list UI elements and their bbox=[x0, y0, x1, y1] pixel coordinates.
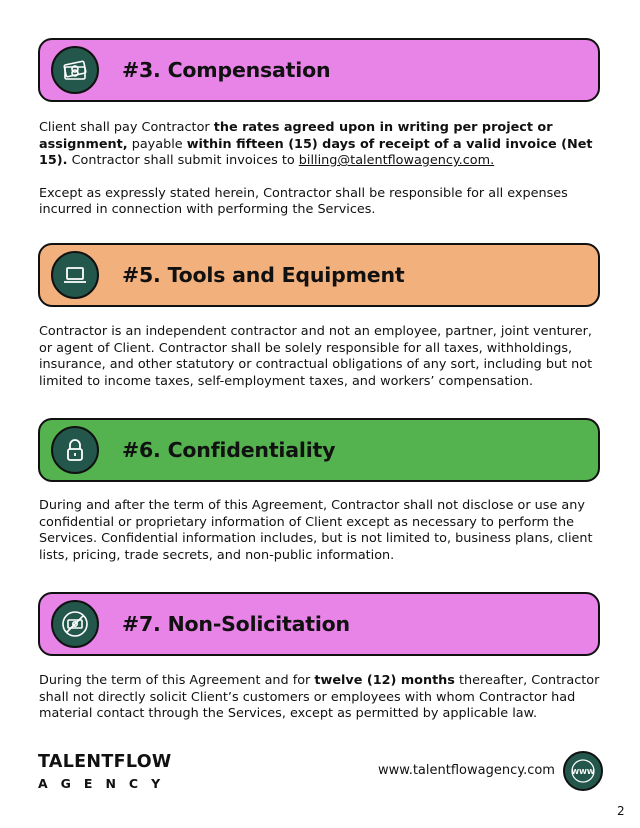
section-7-body bbox=[39, 673, 609, 723]
paragraph bbox=[39, 673, 609, 723]
bold-text: within fifteen (15) days of receipt of a valid invoice (Net 15). bbox=[39, 136, 593, 169]
billing-email-link[interactable]: billing@talentflowagency.com. bbox=[298, 153, 495, 169]
text-run: During the term of this Agreement and for bbox=[39, 673, 315, 688]
text-run: Contractor is an independent contractor and not an employee, partner, joint venturer, or agent of Client. Contractor shall be solely responsible for all taxes, withholdings, insurance, and other statutory or contractual obligations of any sort, including but not limited to income taxes, self-employment taxes, and workers’ compensation. bbox=[39, 324, 593, 389]
logo-wordmark: TALENTFLOW bbox=[38, 752, 172, 772]
section-title bbox=[122, 40, 330, 100]
bold-text: twelve (12) months bbox=[314, 673, 455, 688]
text-run: Contractor shall submit invoices to bbox=[67, 153, 299, 169]
website-url[interactable]: www.talentflowagency.com bbox=[378, 763, 555, 778]
section-7-header bbox=[38, 592, 600, 656]
text-run: Client shall pay Contractor bbox=[39, 120, 214, 135]
text-run: thereafter, Contractor shall not directly solicit Client’s customers or employees with whom Contractor had material contact through the Services, except as permitted by applicable law. bbox=[39, 673, 600, 722]
text-run: payable bbox=[127, 136, 187, 152]
section-number: #6. bbox=[122, 438, 161, 462]
text-run: Except as expressly stated herein, Contractor shall be responsible for all expenses incurred in connection with performing the Services. bbox=[39, 185, 568, 218]
page-number: 2 bbox=[617, 804, 625, 818]
section-3-body bbox=[39, 120, 609, 219]
section-title bbox=[122, 245, 404, 305]
paragraph bbox=[39, 120, 609, 170]
globe-label: WWW bbox=[571, 767, 595, 776]
section-title-text: Tools and Equipment bbox=[167, 263, 405, 287]
section-title bbox=[122, 420, 335, 480]
globe-icon bbox=[563, 751, 603, 791]
section-6-header bbox=[38, 418, 600, 482]
paragraph bbox=[39, 324, 609, 390]
section-5-header bbox=[38, 243, 600, 307]
text-run: During and after the term of this Agreement, Contractor shall not disclose or use any confidential or proprietary information of Client except as necessary to perform the Services. Confidential information includes, but is not limited to, business plans, client lists, pricing, trade secrets, and non-public information. bbox=[39, 498, 593, 563]
section-5-body bbox=[39, 324, 609, 390]
section-title-text: Confidentiality bbox=[167, 438, 336, 462]
section-number: #5. bbox=[122, 263, 161, 287]
section-title-text: Non-Solicitation bbox=[167, 612, 350, 636]
bold-text: the rates agreed upon in writing per project or assignment, bbox=[39, 120, 553, 152]
section-title bbox=[122, 594, 350, 654]
company-logo bbox=[38, 752, 173, 791]
padlock-icon bbox=[51, 426, 99, 474]
section-number: #3. bbox=[122, 58, 161, 82]
laptop-icon bbox=[51, 251, 99, 299]
no-money-icon bbox=[51, 600, 99, 648]
section-title-text: Compensation bbox=[167, 58, 331, 82]
section-number: #7. bbox=[122, 612, 161, 636]
section-3-header bbox=[38, 38, 600, 102]
section-6-body bbox=[39, 498, 609, 564]
logo-subtitle: AGENCY bbox=[38, 776, 174, 791]
paragraph bbox=[39, 186, 609, 219]
money-icon bbox=[51, 46, 99, 94]
paragraph bbox=[39, 498, 609, 564]
